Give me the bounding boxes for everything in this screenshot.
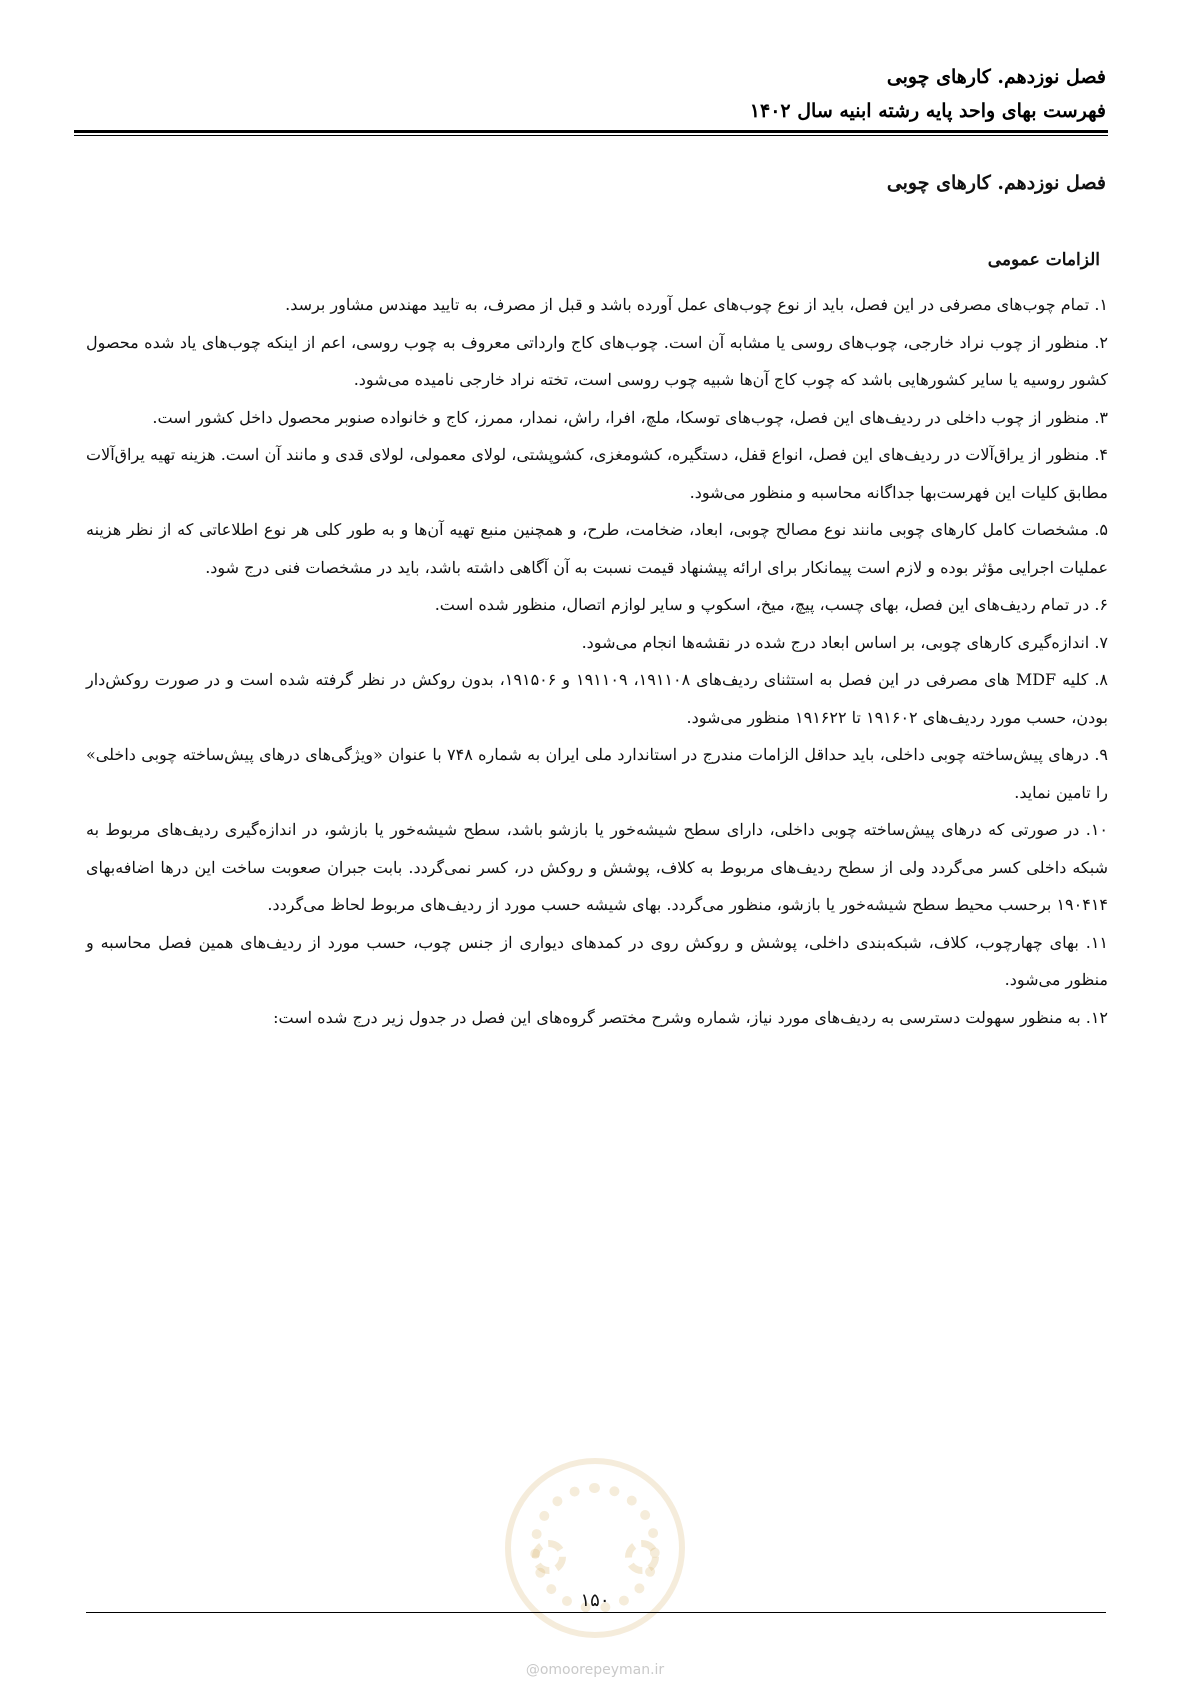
paragraph-6: ۶. در تمام ردیف‌های این فصل، بهای چسب، پیچ، میخ، اسکوپ و سایر لوازم اتصال، منظور شده است. (434, 595, 1108, 614)
header-rule-thick (74, 130, 1108, 133)
paragraph-5: ۵. مشخصات کامل کارهای چوبی مانند نوع مصالح چوبی، ابعاد، ضخامت، طرح، و همچنین منبع تهیه آن‌ها و به طور کلی هر نوع اطلاعاتی که از نظر هزینه عملیات اجرایی مؤثر بوده و لازم است پیمانکار برای ارائه پیشنهاد قیمت نسبت به آن آگاهی داشته باشد، باید در مشخصات فنی درج شود. (86, 520, 1108, 577)
running-header-chapter: فصل نوزدهم. کارهای چوبی (886, 66, 1106, 88)
paragraph-4: ۴. منظور از یراق‌آلات در ردیف‌های این فصل، انواع قفل، دستگیره، کشومغزی، کشوپشتی، لولای معمولی، لولای قدی و مانند آن است. هزینه تهیه یراق‌آلات مطابق کلیات این فهرست‌بها جداگانه محاسبه و منظور می‌شود. (86, 445, 1108, 502)
footer-rule (86, 1612, 1106, 1613)
paragraph-3: ۳. منظور از چوب داخلی در ردیف‌های این فصل، چوب‌های توسکا، ملچ، افرا، راش، نمدار، ممرز، کاج و خانواده صنوبر محصول داخل کشور است. (152, 407, 1108, 427)
paragraph-1: ۱. تمام چوب‌های مصرفی در این فصل، باید از نوع چوب‌های عمل آورده باشد و قبل از مصرف، به تایید مهندس مشاور برسد. (285, 295, 1108, 314)
paragraph-7: ۷. اندازه‌گیری کارهای چوبی، بر اساس ابعاد درج شده در نقشه‌ها انجام می‌شود. (581, 632, 1108, 652)
section-title: الزامات عمومی (987, 250, 1100, 270)
paragraph-12: ۱۲. به منظور سهولت دسترسی به ردیف‌های مورد نیاز، شماره وشرح مختصر گروه‌های این فصل در جدول زیر درج شده است: (273, 1007, 1108, 1027)
body-text (86, 286, 1108, 1036)
watermark-site-text: @omoorepeyman.ir (525, 1662, 665, 1678)
header-rule-thin (74, 135, 1108, 136)
running-header-title: فهرست بهای واحد پایه رشته ابنیه سال ۱۴۰۲ (749, 100, 1106, 122)
paragraph-10: ۱۰. در صورتی که درهای پیش‌ساخته چوبی داخلی، دارای سطح شیشه‌خور یا بازشو باشد، سطح شیشه‌خور یا بازشو، در اندازه‌گیری ردیف‌های مربوط به شبکه داخلی کسر می‌گردد ولی از سطح ردیف‌های مربوط به کلاف، پوشش و روکش در، کسر نمی‌گردد. بابت جبران صعوبت ساخت این درها اضافه‌بهای ۱۹۰۴۱۴ برحسب محیط سطح شیشه‌خور یا بازشو، منظور می‌گردد. بهای شیشه حسب مورد از ردیف‌های مربوط لحاظ می‌گردد. (86, 820, 1109, 914)
page-number: ۱۵۰ (580, 1590, 610, 1611)
watermark-gear-icon (532, 1540, 566, 1574)
paragraph-8: ۸. کلیه MDF های مصرفی در این فصل به استثنای ردیف‌های ۱۹۱۱۰۸، ۱۹۱۱۰۹ و ۱۹۱۵۰۶، بدون روکش در نظر گرفته شده است و در صورت روکش‌دار بودن، حسب مورد ردیف‌های ۱۹۱۶۰۲ تا ۱۹۱۶۲۲ منظور می‌شود. (86, 670, 1109, 727)
paragraph-9: ۹. درهای پیش‌ساخته چوبی داخلی، باید حداقل الزامات مندرج در استاندارد ملی ایران به شماره ۷۴۸ با عنوان «ویژگی‌های درهای پیش‌ساخته چوبی داخلی» را تامین نماید. (86, 745, 1108, 802)
paragraph-11: ۱۱. بهای چهارچوب، کلاف، شبکه‌بندی داخلی، پوشش و روکش روی در کمدهای دیواری از جنس چوب، حسب مورد از ردیف‌های همین فصل محاسبه و منظور می‌شود. (86, 932, 1108, 989)
watermark-gear-icon (625, 1540, 659, 1574)
paragraph-2: ۲. منظور از چوب نراد خارجی، چوب‌های روسی یا مشابه آن است. چوب‌های کاج وارداتی معروف به چوب روسی، اعم از اینکه چوب‌های یاد شده محصول کشور روسیه یا سایر کشورهایی باشد که چوب کاج آن‌ها شبیه چوب روسی است، تخته نراد خارجی نامیده می‌شود. (86, 332, 1108, 389)
chapter-title: فصل نوزدهم. کارهای چوبی (886, 172, 1106, 194)
